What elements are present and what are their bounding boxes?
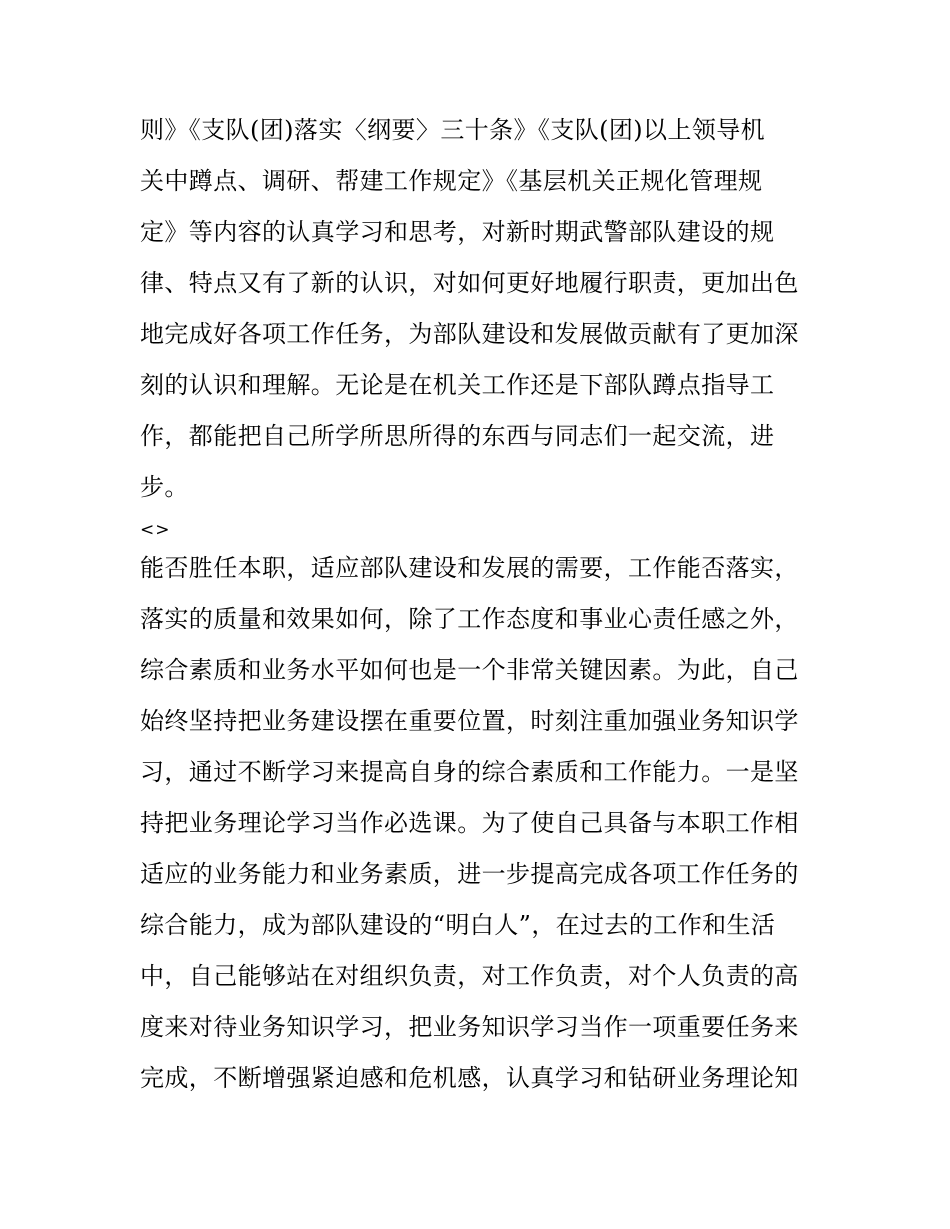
paragraph-line: 作，都能把自己所学所思所得的东西与同志们一起交流，进 [140,422,775,450]
paragraph-line: 则》《支队(团)落实〈纲要〉三十条》《支队(团)以上领导机 [140,116,766,144]
paragraph-line: 综合素质和业务水平如何也是一个非常关键因素。为此，自己 [140,656,799,684]
paragraph-line: 能否胜任本职，适应部队建设和发展的需要，工作能否落实， [140,554,799,582]
paragraph-line: 步。 [140,473,189,501]
section-marker-block [140,517,830,543]
paragraph-line: 刻的认识和理解。无论是在机关工作还是下部队蹲点指导工 [140,371,775,399]
paragraph-line: 综合能力，成为部队建设的“明白人”，在过去的工作和生活 [140,911,776,939]
paragraph-line: 完成，不断增强紧迫感和危机感，认真学习和钻研业务理论知 [140,1064,799,1092]
paragraph-line: 适应的业务能力和业务素质，进一步提高完成各项工作任务的 [140,860,799,888]
paragraph-main [140,543,830,1104]
paragraph-line: 律、特点又有了新的认识，对如何更好地履行职责，更加出色 [140,269,799,297]
paragraph-line: 中，自己能够站在对组织负责，对工作负责，对个人负责的高 [140,962,799,990]
paragraph-line: 持把业务理论学习当作必选课。为了使自己具备与本职工作相 [140,809,799,837]
paragraph-line: 关中蹲点、调研、帮建工作规定》《基层机关正规化管理规 [140,167,763,195]
section-marker: <> [140,520,171,540]
paragraph-line: 始终坚持把业务建设摆在重要位置，时刻注重加强业务知识学 [140,707,799,735]
paragraph-line: 定》等内容的认真学习和思考，对新时期武警部队建设的规 [140,218,775,246]
paragraph-line: 地完成好各项工作任务，为部队建设和发展做贡献有了更加深 [140,320,799,348]
paragraph-line: 度来对待业务知识学习，把业务知识学习当作一项重要任务来 [140,1013,799,1041]
paragraph-continued [140,105,830,513]
paragraph-line: 习，通过不断学习来提高自身的综合素质和工作能力。一是坚 [140,758,799,786]
paragraph-line: 落实的质量和效果如何，除了工作态度和事业心责任感之外， [140,605,799,633]
